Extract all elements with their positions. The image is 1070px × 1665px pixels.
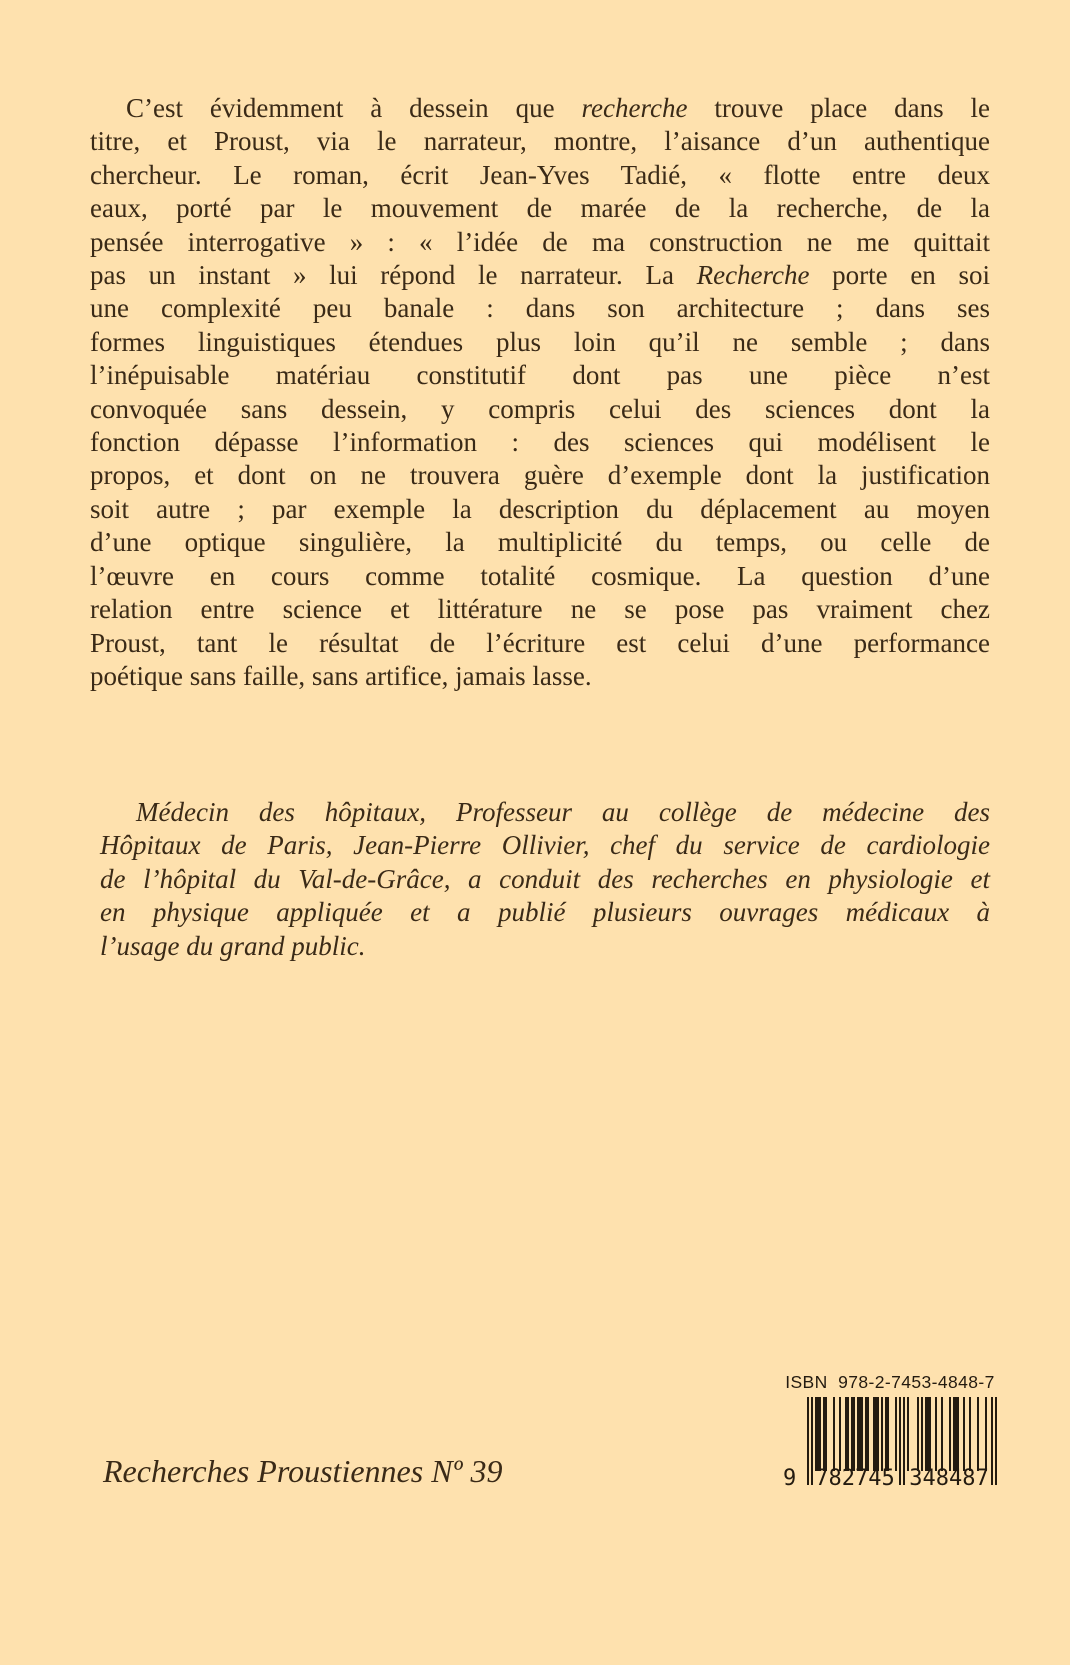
- author-bio-paragraph: [100, 796, 990, 963]
- text-line: chercheur. Le roman, écrit Jean-Yves Tadié, « flotte entre deux: [90, 159, 990, 190]
- text-line: en physique appliquée et a publié plusieurs ouvrages médicaux à: [100, 897, 990, 928]
- text-line: de l’hôpital du Val-de-Grâce, a conduit des recherches en physiologie et: [100, 863, 990, 894]
- text-line: une complexité peu banale : dans son architecture ; dans ses: [90, 293, 990, 324]
- text-line: l’inépuisable matériau constitutif dont pas une pièce n’est: [90, 360, 990, 391]
- text-line: soit autre ; par exemple la description du déplacement au moyen: [90, 493, 990, 524]
- text-line: titre, et Proust, via le narrateur, montre, l’aisance d’un authentique: [90, 126, 990, 157]
- barcode-first-digit: 9: [783, 1466, 797, 1491]
- isbn-label: ISBN 978-2-7453-4848-7: [785, 1372, 995, 1392]
- text-line: eaux, porté par le mouvement de marée de la recherche, de la: [90, 193, 990, 224]
- text-line: l’usage du grand public.: [100, 930, 366, 961]
- text-line: pensée interrogative » : « l’idée de ma construction ne me quittait: [90, 226, 990, 257]
- text-line: Médecin des hôpitaux, Professeur au collège de médecine des: [136, 797, 990, 827]
- text-line: relation entre science et littérature ne se pose pas vraiment chez: [90, 594, 990, 625]
- text-line: formes linguistiques étendues plus loin qu’il ne semble ; dans: [90, 326, 990, 357]
- barcode-digits-group1: 782745: [815, 1466, 895, 1491]
- text-line: poétique sans faille, sans artifice, jamais lasse.: [90, 660, 592, 691]
- text-line: Hôpitaux de Paris, Jean-Pierre Ollivier, chef du service de cardiologie: [100, 830, 990, 861]
- text-line: Proust, tant le résultat de l’écriture est celui d’une performance: [90, 627, 990, 658]
- back-cover-blurb-paragraph: [90, 92, 990, 693]
- text-line: convoquée sans dessein, y compris celui des sciences dont la: [90, 393, 990, 424]
- text-line: fonction dépasse l’information : des sciences qui modélisent le: [90, 427, 990, 458]
- text-line: l’œuvre en cours comme totalité cosmique. La question d’une: [90, 560, 990, 591]
- isbn-barcode-block: [783, 1372, 997, 1513]
- text-line: d’une optique singulière, la multiplicité du temps, ou celle de: [90, 527, 990, 558]
- ean13-barcode: [783, 1397, 997, 1513]
- text-line: C’est évidemment à dessein que recherche trouve place dans le: [126, 93, 991, 123]
- text-line: propos, et dont on ne trouvera guère d’exemple dont la justification: [90, 460, 990, 491]
- barcode-digits-group2: 348487: [909, 1466, 989, 1491]
- text-line: pas un instant » lui répond le narrateur. La Recherche porte en soi: [90, 260, 990, 291]
- series-label: Recherches Proustiennes Nº 39: [103, 1453, 503, 1489]
